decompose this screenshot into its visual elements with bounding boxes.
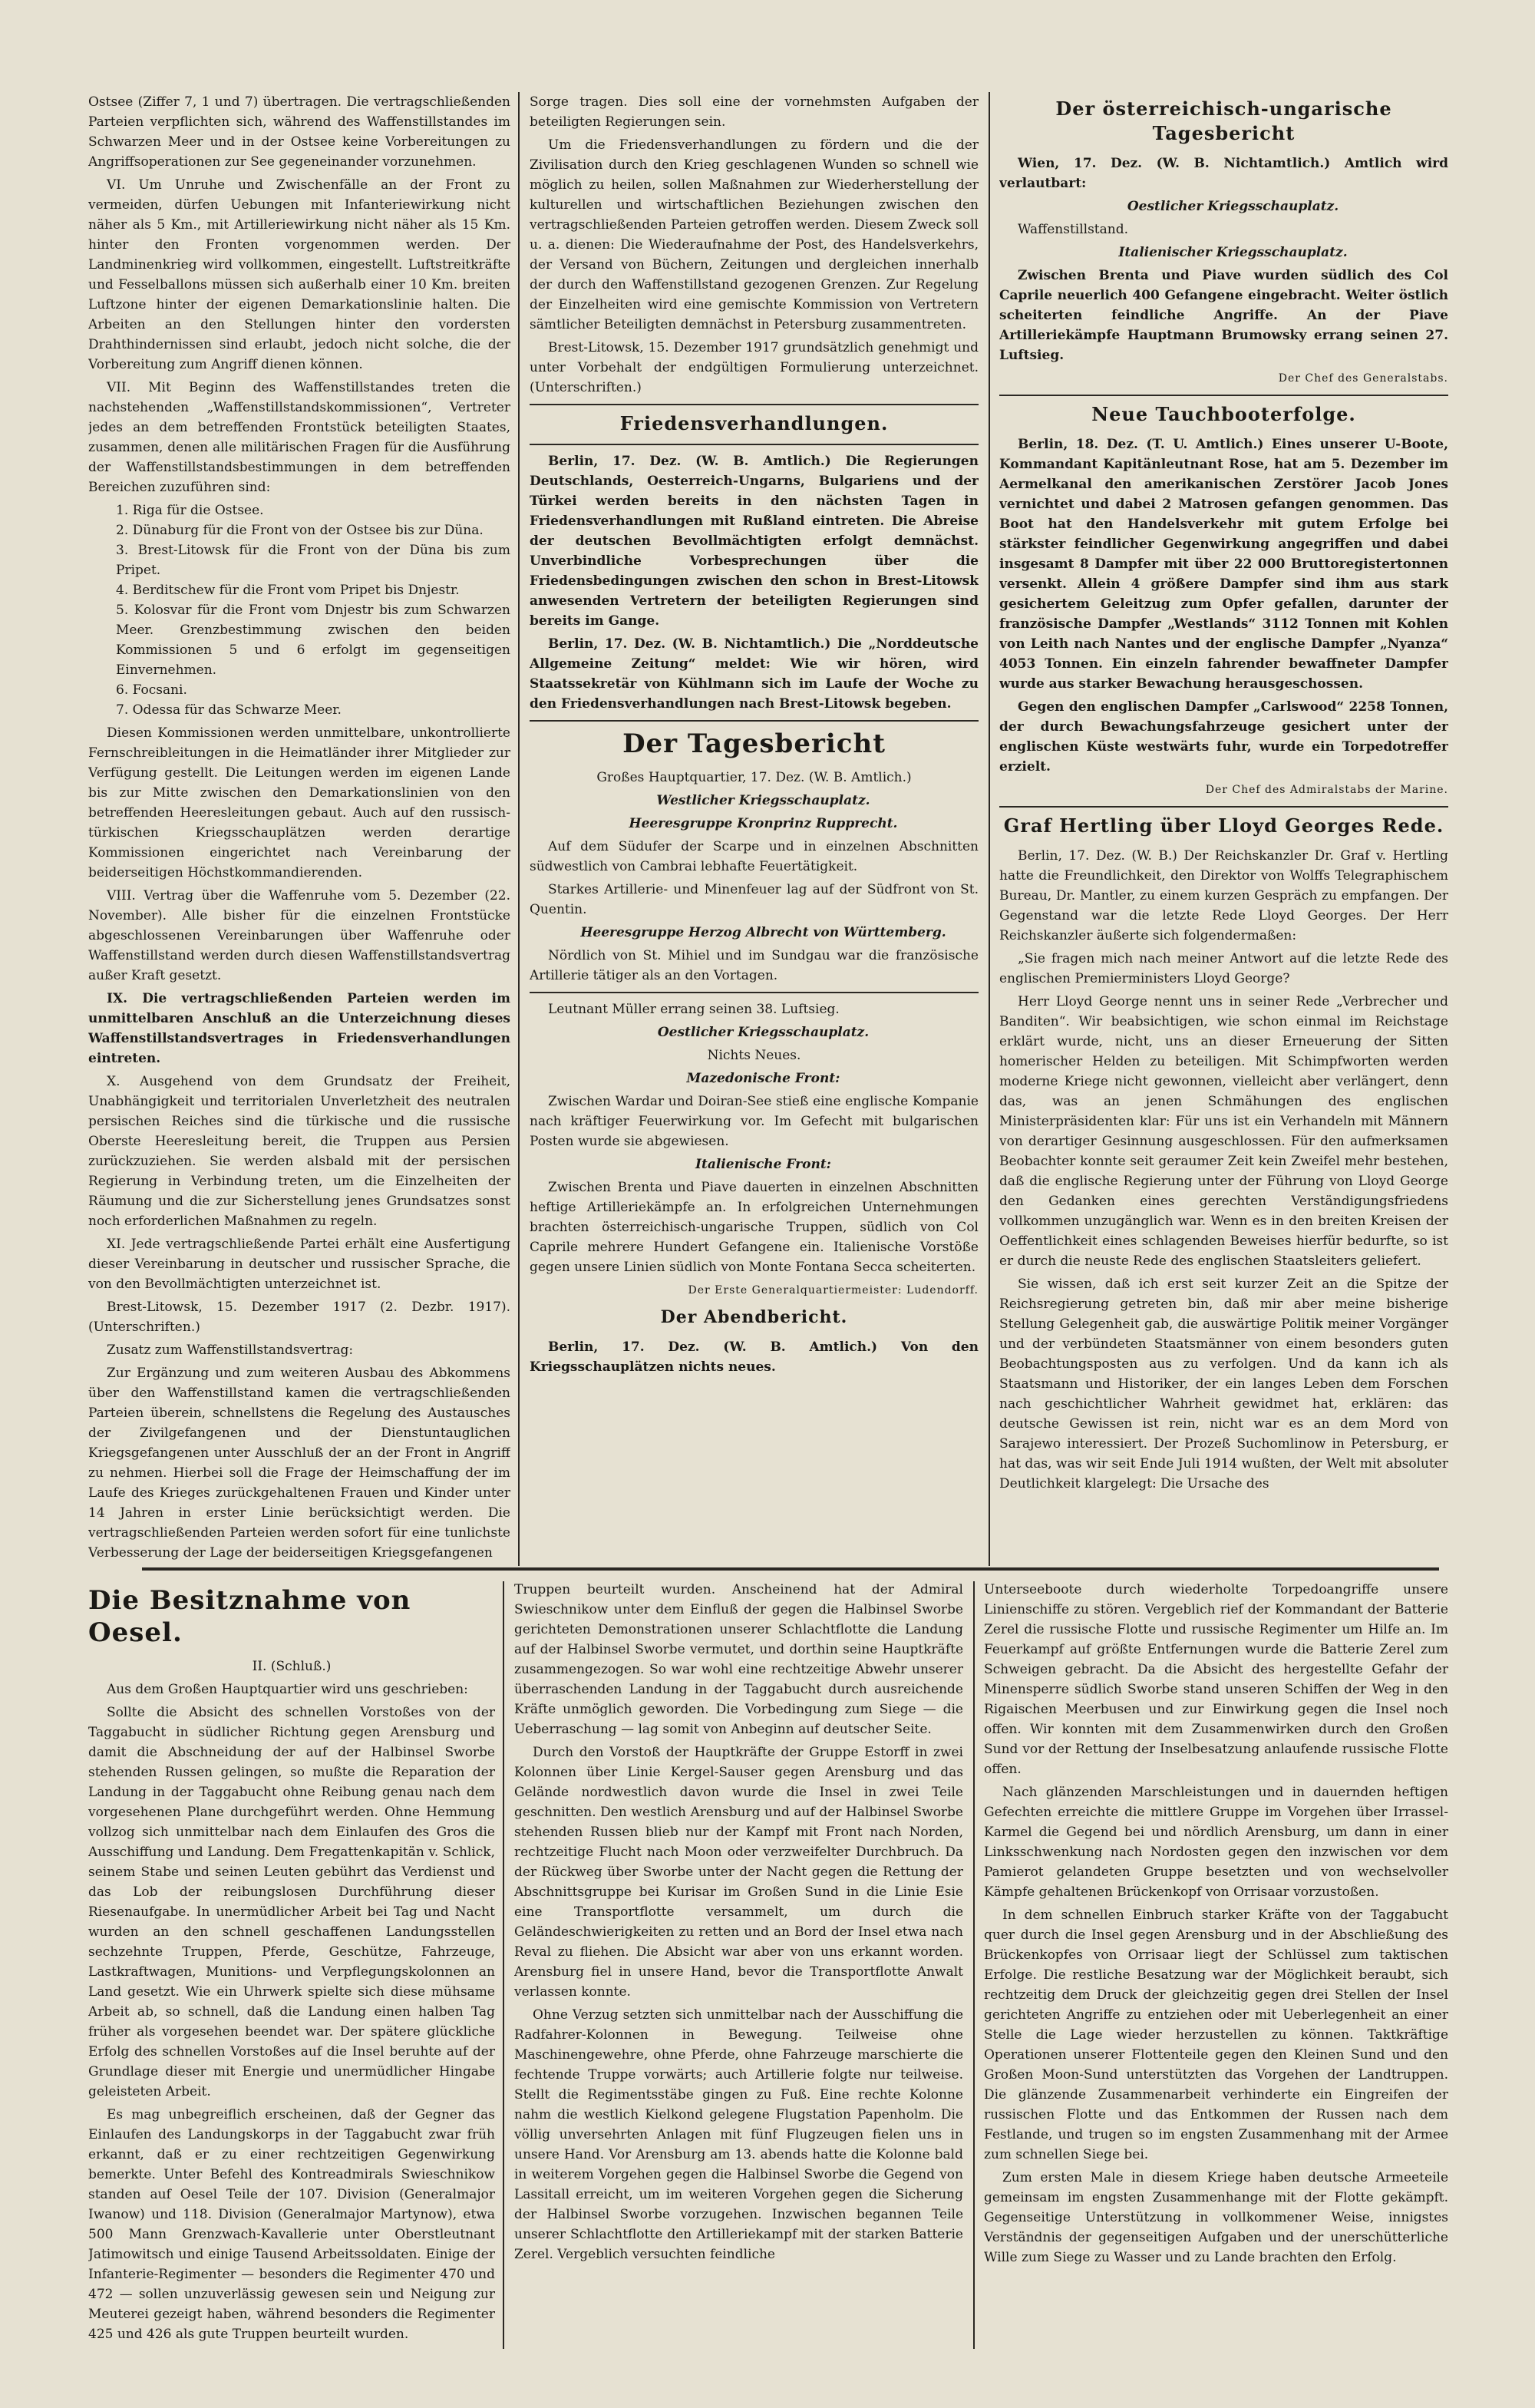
submarine-text-1: Berlin, 18. Dez. (T. U. Amtlich.) Eines unserer U-Boote, Kommandant Kapitänleutnant Rose, hat am 5. Dezember im Aermelkanal den amerikanischen Zerstörer Jacob Jones vernichtet und dabei 2 Matrosen gefangen genommen. Das Boot hat den Handelsverkehr mit gutem Erfolge bei stärkster feindlicher Gegenwirkung angegriffen und dabei insgesamt 8 Dampfer mit über 22 000 Bruttoregistertonnen versenkt. Allein 4 größere Dampfer sind ihm aus stark gesichertem Geleitzug zum Opfer gefallen, darunter der französische Dampfer „Westlands“ 3112 Tonnen mit Kohlen von Leith nach Nantes und der englische Dampfer „Nyanza“ 4053 Tonnen. Ein einzeln fahrender bewaffneter Dampfer wurde aus starker Bewachung herausgeschossen. (999, 437, 1448, 692)
hertling-text-3: Herr Lloyd George nennt uns in seiner Rede „Verbrecher und Banditen“. Wir beabsichtigen, wie schon einmal im Reichstage erklärt wurde, nicht, uns an dieser Erneuerung der Sitten homerischer Helden zu beteiligen. Mit Schimpfworten werden moderne Kriege nicht gewonnen, vielleicht aber verlängert, denn das, was an jenen Schmähungen des englischen Ministerpräsidenten klar: Für uns ist ein Verhandeln mit Männern von derartiger Gesinnung ausgeschlossen. Für den aufmerksamen Beobachter konnte seit geraumer Zeit kein Zweifel mehr bestehen, daß die englische Regierung unter der Führung von Lloyd George den Gedanken eines gerechten Verständigungsfriedens vollkommen unzugänglich war. Wenn es in den breiten Kreisen der Oeffentlichkeit eines schlagenden Beweises hierfür bedurfte, so ist er durch die neuste Rede des englischen Staatsleiters geliefert. (999, 994, 1448, 1269)
austrian-text-1: Wien, 17. Dez. (W. B. Nichtamtlich.) Amtlich wird verlautbart: (999, 156, 1448, 191)
report-text-5: Nichts Neues. (707, 1048, 801, 1063)
submarine-heading: Neue Tauchbooterfolge. (1091, 403, 1356, 425)
list-item: 4. Berditschew für die Front vom Pripet bis Dnjestr. (116, 583, 460, 598)
divider (530, 404, 979, 405)
oesel-text: Truppen beurteilt wurden. Anscheinend hat der Admiral Swieschnikow unter dem Einfluß der gegen die Halbinsel Sworbe gerichteten Demonstrationen unserer Schlachtflotte die Landung auf der Halbinsel Sworbe vermutet, und dorthin seine Hauptkräfte zusammengezogen. So war wohl eine rechtzeitige Abwehr unserer überraschenden Landung in der Taggabucht durch ausreichende Kräfte unmöglich geworden. Die Vorbedingung zum Siege — die Ueberraschung — lag somit von Anbeginn auf deutscher Seite. (514, 1582, 963, 1737)
report-text-1: Auf dem Südufer der Scarpe und in einzelnen Abschnitten südwestlich von Cambrai lebhafte Feuertätigkeit. (530, 839, 979, 874)
armistice-text-7: X. Ausgehend von dem Grundsatz der Freiheit, Unabhängigkeit und territorialen Unverletzheit des neutralen persischen Reiches sind die türkische und die russische Oberste Heeresleitung bereit, die Truppen aus Persien zurückzuziehen. Sie werden alsbald mit der persischen Regierung in Verbindung treten, um die Einzelheiten der Räumung und die zur Sicherstellung jenes Grundsatzes sonst noch erforderlichen Maßnahmen zu regeln. (88, 1074, 510, 1229)
signature-chief-of-staff: Der Chef des Generalstabs. (1278, 372, 1448, 385)
italian-front-subheading: Italienische Front: (695, 1157, 831, 1172)
signature-admiralty: Der Chef des Admiralstabs der Marine. (1205, 784, 1448, 796)
divider (999, 806, 1448, 808)
armistice-text-cont-2: Um die Friedensverhandlungen zu fördern und die der Zivilisation durch den Krieg geschlagenen Wunden so schnell wie möglich zu heilen, sollen Maßnahmen zur Wiederherstellung der kulturellen und wirtschaftlichen Beziehungen zwischen den vertragschließenden Parteien getroffen werden. Diesem Zweck soll u. a. dienen: Die Wiederaufnahme der Post, des Handelsverkehrs, der Versand von Büchern, Zeitungen und dergleichen innerhalb der durch den Waffenstillstand gezogenen Grenzen. Zur Regelung der Einzelheiten wird eine gemischte Kommission von Vertretern sämtlicher Beteiligten demnächst in Petersburg zusammentreten. (530, 137, 979, 332)
list-item: 2. Dünaburg für die Front von der Ostsee bis zur Düna. (116, 523, 484, 538)
austrian-text-3: Zwischen Brenta und Piave wurden südlich des Col Caprile neuerlich 400 Gefangene eingebracht. Weiter östlich scheiterten feindliche Angriffe. An der Piave Artilleriekämpfe Hauptmann Brumowsky errang seinen 27. Luftsieg. (999, 268, 1448, 363)
report-text-7: Zwischen Brenta und Piave dauerten in einzelnen Abschnitten heftige Artilleriekämpfe an. In erfolgreichen Unternehmungen brachten österreichisch-ungarische Truppen, südlich von Col Caprile mehrere Hundert Gefangene ein. Italienische Vorstöße gegen unsere Linien südlich von Monte Fontana Secca scheiterten. (530, 1180, 979, 1275)
evening-report-text: Berlin, 17. Dez. (W. B. Amtlich.) Von den Kriegsschauplätzen nichts neues. (530, 1339, 979, 1375)
oesel-text: Zum ersten Male in diesem Kriege haben deutsche Armeeteile gemeinsam im engsten Zusammenhange mit der Flotte gekämpft. Gegenseitige Unterstützung in vollkommener Weise, innigstes Verständnis der gegenseitigen Aufgaben und der unerschütterliche Wille zum Siege zu Wasser und zu Lande brachten den Erfolg. (984, 2170, 1448, 2265)
oesel-text: Sollte die Absicht des schnellen Vorstoßes von der Taggabucht in südlicher Richtung gegen Arensburg und damit die Abschneidung der auf der Halbinsel Sworbe stehenden Russen gelingen, so mußte die Reparation der Landung in der Taggabucht ohne Reibung genau nach dem vorgesehenen Plane durchgeführt werden. Ohne Hemmung vollzog sich unmittelbar nach dem Einlaufen des Gros die Ausschiffung und Landung. Dem Fregattenkapitän v. Schlick, seinem Stabe und seinen Leuten gebührt das Verdienst und das Lob der reibungslosen Durchführung dieser Riesenaufgabe. In unermüdlicher Arbeit bei Tag und Nacht wurden an den schnell geschaffenen Landungsstellen sechzehnte Truppen, Pferde, Geschütze, Fahrzeuge, Lastkraftwagen, Munitions- und Verpflegungskolonnen an Land gesetzt. Wie ein Uhrwerk spielte sich diese mühsame Arbeit ab, so schnell, daß die Landung einen halben Tag früher als vorgesehen beendet war. Der spätere glückliche Erfolg des schnellen Vorstoßes auf die Insel beruhte auf der Grundlage dieser mit Energie und unermüdlicher Hingabe geleisteten Arbeit. (88, 1705, 495, 2099)
oesel-text: Nach glänzenden Marschleistungen und in dauernden heftigen Gefechten erreichte die mittlere Gruppe im Vorgehen über Irrassel-Karmel die Gegend bei und nördlich Arensburg, um dann in einer Linksschwenkung nach Nordosten gegen den inzwischen vor dem Pamierot gelandeten Gruppe besetzten und von wechselvoller Kämpfe gehaltenen Brückenkopf von Orrisaar vorzustoßen. (984, 1785, 1448, 1900)
eastern-front-subheading: Oestlicher Kriegsschauplatz. (657, 1025, 870, 1040)
divider (999, 395, 1448, 396)
oesel-column-3 (984, 1580, 1448, 2355)
column-2 (530, 92, 979, 1562)
column-rule-4 (973, 1581, 975, 2349)
report-text-6: Zwischen Wardar und Doiran-See stieß eine englische Kompanie nach kräftiger Feuerwirkung vor. Im Gefecht mit bulgarischen Posten wurde sie abgewiesen. (530, 1094, 979, 1149)
divider (530, 444, 979, 445)
armistice-text-10: Zusatz zum Waffenstillstandsvertrag: (107, 1343, 354, 1358)
column-rule-1 (518, 92, 520, 1566)
peace-negotiations-heading: Friedensverhandlungen. (619, 412, 889, 434)
armistice-text-11: Zur Ergänzung und zum weiteren Ausbau des Abkommens über den Waffenstillstand kamen die vertragschließenden Parteien überein, schnellstens die Regelung des Austausches der Zivilgefangenen und der Dienstuntauglichen Kriegsgefangenen unter Ausschluß der an der Front in Angriff zu nehmen. Hierbei soll die Frage der Heimschaffung der im Laufe des Krieges zurückgehaltenen Frauen und Kinder unter 14 Jahren in erster Linie berücksichtigt werden. Die vertragschließenden Parteien werden sofort für eine tunlichste Verbesserung der Lage der beiderseitigen Kriegsgefangenen (88, 1366, 510, 1561)
commission-list (88, 500, 510, 720)
western-front-subheading: Westlicher Kriegsschauplatz. (656, 793, 870, 808)
macedonian-front-subheading: Mazedonische Front: (686, 1071, 840, 1086)
armistice-text-cont-1: Sorge tragen. Dies soll eine der vornehmsten Aufgaben der beteiligten Regierungen sein. (530, 94, 979, 130)
austrian-report-heading: Der österreichisch-ungarische Tagesbericht (1055, 97, 1392, 144)
armistice-text-9: Brest-Litowsk, 15. Dezember 1917 (2. Dezbr. 1917). (Unterschriften.) (88, 1300, 510, 1335)
column-rule-2 (989, 92, 990, 1566)
section-rule (142, 1567, 1439, 1571)
list-item: 7. Odessa für das Schwarze Meer. (116, 702, 342, 718)
oesel-text: Es mag unbegreiflich erscheinen, daß der Gegner das Einlaufen des Landungskorps in der Taggabucht zwar früh erkannt, daß er zu einer rechtzeitigen Gegenwirkung bemerkte. Unter Befehl des Kontreadmirals Swieschnikow standen auf Oesel Teile der 107. Division (Generalmajor Iwanow) und 118. Division (Generalmajor Martynow), etwa 500 Mann Grenzwach-Kavallerie unter Oberstleutnant Jatimowitsch und einige Tausend Arbeitssoldaten. Einige der Infanterie-Regimenter — besonders die Regimenter 470 und 472 — sollen unzuverlässig gewesen sein und Neigung zur Meuterei gezeigt haben, während besonders die Regimenter 425 und 426 als gute Truppen beurteilt wurden. (88, 2107, 495, 2342)
oesel-text: Unterseeboote durch wiederholte Torpedoangriffe unsere Linienschiffe zu stören. Vergeblich rief der Kommandant der Batterie Zerel die russische Flotte und russische Regimenter um Hilfe an. Im Feuerkampf auf größte Entfernungen wurde die Batterie Zerel zum Schweigen gebracht. Da die Absicht des hergestellte Gefahr der Minensperre südlich Sworbe stand unseren Schiffen der Weg in den Rigaischen Meerbusen und zur Einwirkung gegen die Insel noch offen. Wir konnten mit dem Zusammenwirken durch den Großen Sund vor der Rettung der Inselbesatzung anlaufende russische Flotte offen. (984, 1582, 1448, 1777)
oesel-text: Aus dem Großen Hauptquartier wird uns geschrieben: (107, 1682, 468, 1697)
report-text-3: Nördlich von St. Mihiel und im Sundgau war die französische Artillerie tätiger als an den Vortagen. (530, 948, 979, 983)
armistice-text-4: Diesen Kommissionen werden unmittelbare, unkontrollierte Fernschreibleitungen in die Heimatländer ihrer Mitglieder zur Verfügung gestellt. Die Leitungen werden im eigenen Lande bis zur Mitte zwischen den Demarkationslinien von den betreffenden Heeresleitungen gebaut. Auch auf den russisch-türkischen Kriegsschauplätzen werden derartige Kommissionen eingerichtet nach Vereinbarung der beiderseitigen Höchstkommandierenden. (88, 725, 510, 880)
list-item: 6. Focsani. (116, 682, 187, 698)
submarine-text-2: Gegen den englischen Dampfer „Carlswood“ 2258 Tonnen, der durch Bewachungsfahrzeuge gesichert unter der englischen Küste westwärts fuhr, wurde ein Torpedotreffer erzielt. (999, 699, 1448, 775)
oesel-subheading: II. (Schluß.) (252, 1659, 332, 1674)
oesel-text: Ohne Verzug setzten sich unmittelbar nach der Ausschiffung die Radfahrer-Kolonnen in Bewegung. Teilweise ohne Maschinengewehre, ohne Pferde, ohne Fahrzeuge marschierte die fechtende Truppe vorwärts; auch Artillerie folgte nur teilweise. Stellt die Regimentsstäbe gingen zu Fuß. Eine rechte Kolonne nahm die westlich Kielkond gelegene Flugstation Papenholm. Die völlig unversehrten Anlagen mit fünf Flugzeugen fielen uns in unsere Hand. Vor Arensburg am 13. abends hatte die Kolonne bald in weiterem Vorgehen gegen die Halbinsel Sworbe die Gegend von Lassitall erreicht, um im weiteren Vorgehen gegen die Sicherung der Halbinsel Sworbe vorzugehen. Inzwischen begannen Teile unserer Schlachtflotte den Artilleriekampf mit der starken Batterie Zerel. Vergeblich versuchten feindliche (514, 2007, 963, 2262)
armistice-text-8: XI. Jede vertragschließende Partei erhält eine Ausfertigung dieser Vereinbarung in deutscher und russischer Sprache, die von den Bevollmächtigten unterzeichnet ist. (88, 1237, 510, 1292)
divider (530, 992, 979, 993)
column-rule-3 (503, 1581, 504, 2349)
armistice-text-2: VI. Um Unruhe und Zwischenfälle an der Front zu vermeiden, dürfen Uebungen mit Infanteriewirkung nicht näher als 5 Km., mit Artilleriewirkung nicht näher als 15 Km. hinter den Fronten vorgenommen werden. Der Landminenkrieg wird vollkommen, eingestellt. Luftstreitkräfte und Fesselballons müssen sich außerhalb einer 10 Km. breiten Luftzone hinter der eigenen Demarkationslinie halten. Die Arbeiten an den Stellungen hinter den vordersten Drahthindernissen sind erlaubt, jedoch nicht solche, die der Vorbereitung zum Angriff dienen können. (88, 177, 510, 372)
italian-front-subheading: Italienischer Kriegsschauplatz. (1118, 245, 1348, 260)
oesel-text: Durch den Vorstoß der Hauptkräfte der Gruppe Estorff in zwei Kolonnen über Linie Kergel-Sauser gegen Arensburg und das Gelände nordwestlich davon wurde die Insel in zwei Teile geschnitten. Den westlich Arensburg und auf der Halbinsel Sworbe stehenden Russen blieb nur der Kampf mit Front nach Norden, rechtzeitige Flucht nach Moon oder verzweifelter Durchbruch. Da der Rückweg über Sworbe unter der Nacht gegen die Rettung der Abschnittsgruppe bei Kurisar im Großen Sund in die Linie Esie eine Transportflotte versammelt, um durch die Geländeschwierigkeiten zu retten und an Bord der Insel etwa nach Reval zu fliehen. Die Absicht war aber von uns erkannt worden. Arensburg fiel in unsere Hand, bevor die Transportflotte Anwalt verlassen konnte. (514, 1745, 963, 2000)
hq-dateline: Großes Hauptquartier, 17. Dez. (W. B. Amtlich.) (596, 770, 912, 785)
list-item: 5. Kolosvar für die Front vom Dnjestr bis zum Schwarzen Meer. Grenzbestimmung zwischen den beiden Kommissionen 5 und 6 erfolgt im gegenseitigen Einvernehmen. (116, 603, 510, 678)
evening-report-heading: Der Abendbericht. (660, 1307, 848, 1327)
hertling-text-1: Berlin, 17. Dez. (W. B.) Der Reichskanzler Dr. Graf v. Hertling hatte die Freundlichkeit, den Direktor von Wolffs Telegraphischem Bureau, Dr. Mantler, zu einem kurzen Gespräch zu empfangen. Der Gegenstand war die letzte Rede Lloyd Georges. Der Herr Reichskanzler äußerte sich folgendermaßen: (999, 848, 1448, 943)
armistice-text-5: VIII. Vertrag über die Waffenruhe vom 5. Dezember (22. November). Alle bisher für die einzelnen Frontstücke abgeschlossenen Vereinbarungen über Waffenruhe oder Waffenstillstand werden durch diesen Waffenstillstandsvertrag außer Kraft gesetzt. (88, 888, 510, 983)
armistice-text-1: Ostsee (Ziffer 7, 1 und 7) übertragen. Die vertragschließenden Parteien verpflichten sich, während des Waffenstillstandes im Schwarzen Meer und in der Ostsee keine Vorbereitungen zu Angriffsoperationen zur See gegeneinander vorzunehmen. (88, 94, 510, 170)
army-group-rupprecht: Heeresgruppe Kronprinz Rupprecht. (629, 816, 898, 831)
austrian-text-2: Waffenstillstand. (1018, 222, 1129, 237)
peace-text-1: Berlin, 17. Dez. (W. B. Amtlich.) Die Regierungen Deutschlands, Oesterreich-Ungarns, Bulgariens und der Türkei werden bereits in den nächsten Tagen in Friedensverhandlungen mit Rußland eintreten. Die Abreise der deutschen Bevollmächtigten erfolgt demnächst. Unverbindliche Vorbesprechungen über die Friedensbedingungen zwischen den schon in Brest-Litowsk anwesenden Vertretern der beteiligten Regierungen sind bereits im Gange. (530, 454, 979, 629)
report-text-2: Starkes Artillerie- und Minenfeuer lag auf der Südfront von St. Quentin. (530, 882, 979, 917)
oesel-column-2 (514, 1580, 963, 2355)
list-item: 3. Brest-Litowsk für die Front von der Düna bis zum Pripet. (116, 543, 510, 578)
report-text-4: Leutnant Müller errang seinen 38. Luftsieg. (548, 1002, 840, 1017)
armistice-text-3: VII. Mit Beginn des Waffenstillstandes treten die nachstehenden „Waffenstillstandskommissionen“, Vertreter jedes an dem betreffenden Frontstück beteiligten Staates, zusammen, denen alle militärischen Fragen für die Ausführung der Waffenstillstandsbestimmungen in dem betreffenden Bereichen zuzuführen sind: (88, 380, 510, 495)
eastern-front-subheading: Oestlicher Kriegsschauplatz. (1127, 199, 1339, 214)
column-1 (88, 92, 510, 1562)
peace-text-2: Berlin, 17. Dez. (W. B. Nichtamtlich.) Die „Norddeutsche Allgemeine Zeitung“ meldet: Wie wir hören, wird Staatssekretär von Kühlmann sich im Laufe der Woche zu den Friedensverhandlungen nach Brest-Litowsk begeben. (530, 636, 979, 712)
oesel-heading: Die Besitznahme von Oesel. (88, 1585, 411, 1648)
daily-report-heading: Der Tagesbericht (622, 728, 886, 759)
column-3 (999, 92, 1448, 1562)
hertling-text-4: Sie wissen, daß ich erst seit kurzer Zeit an die Spitze der Reichsregierung getreten bin, daß mir aber meine bisherige Stellung Gelegenheit gab, die auswärtige Politik meiner Vorgänger und der verbündeten Staatsmänner von einem besonders guten Beobachtungsposten aus zu verfolgen. Und da kann ich als Staatsmann und Historiker, der ein langes Leben dem Forschen nach geschichtlicher Wahrheit gewidmet hat, erklären: das deutsche Gewissen ist rein, nicht war es an dem Mord von Sarajewo interessiert. Der Prozeß Suchomlinow in Petersburg, er hat das, was wir seit Ende Juli 1914 wußten, der Welt mit absoluter Deutlichkeit klargelegt: Die Ursache des (999, 1277, 1448, 1491)
hertling-heading: Graf Hertling über Lloyd Georges Rede. (1003, 814, 1444, 837)
hertling-text-2: „Sie fragen mich nach meiner Antwort auf die letzte Rede des englischen Premierministers Lloyd George? (999, 951, 1448, 986)
army-group-albrecht: Heeresgruppe Herzog Albrecht von Württemberg. (580, 925, 946, 940)
list-item: 1. Riga für die Ostsee. (116, 503, 264, 518)
armistice-text-6: IX. Die vertragschließenden Parteien werden im unmittelbaren Anschluß an die Unterzeichnung dieses Waffenstillstandsvertrages in Friedensverhandlungen eintreten. (88, 991, 510, 1066)
oesel-text: In dem schnellen Einbruch starker Kräfte von der Taggabucht quer durch die Insel gegen Arensburg und in der Abschließung des Brückenkopfes von Orrisaar liegt der Schlüssel zum taktischen Erfolge. Die restliche Besatzung war der Möglichkeit beraubt, sich rechtzeitig dem Druck der gleichzeitig gegen drei Stellen der Insel gerichteten Angriffe zu entziehen oder mit Ueberlegenheit an einer Stelle die Lage wieder herzustellen zu können. Taktkräftige Operationen unserer Flottenteile gegen den Kleinen Sund und den Großen Moon-Sund unterstützten das Vorgehen der Landtruppen. Die glänzende Zusammenarbeit verhinderte ein Eingreifen der russischen Flotte und das Entkommen der Russen nach dem Festlande, und trugen so im engsten Zusammenhang mit der Armee zum schnellen Siege bei. (984, 1908, 1448, 2162)
divider (530, 720, 979, 722)
oesel-column-1 (88, 1580, 495, 2355)
signature-ludendorff: Der Erste Generalquartiermeister: Ludendorff. (688, 1284, 979, 1296)
armistice-text-cont-3: Brest-Litowsk, 15. Dezember 1917 grundsätzlich genehmigt und unter Vorbehalt der endgültigen Formulierung unterzeichnet. (Unterschriften.) (530, 340, 979, 395)
